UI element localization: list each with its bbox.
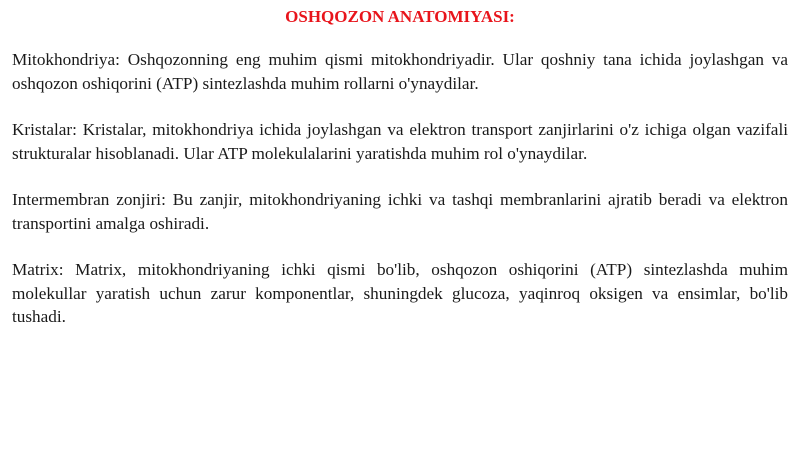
paragraph-intermembran: Intermembran zonjiri: Bu zanjir, mitokhondriyaning ichki va tashqi membranlarini ajratib beradi va elektron transportini amalga oshiradi. (12, 190, 788, 233)
paragraph-matrix: Matrix: Matrix, mitokhondriyaning ichki qismi bo'lib, oshqozon oshiqorini (ATP) sintezlashda muhim molekullar yaratish uchun zarur komponentlar, shuningdek glucoza, yaqinroq oksigen va ensimlar, bo'lib tushadi. (12, 260, 788, 326)
paragraph-mitokhondriya: Mitokhondriya: Oshqozonning eng muhim qismi mitokhondriyadir. Ular qoshniy tana ichida joylashgan va oshqozon oshiqorini (ATP) sintezlashda muhim rollarni o'ynaydilar. (12, 50, 788, 93)
page-title: OSHQOZON ANATOMIYASI: (285, 7, 515, 26)
paragraph-kristalar: Kristalar: Kristalar, mitokhondriya ichida joylashgan va elektron transport zanjirlarini o'z ichiga olgan vazifali strukturalar hisoblanadi. Ular ATP molekulalarini yaratishda muhim rol o'ynaydilar. (12, 120, 788, 163)
